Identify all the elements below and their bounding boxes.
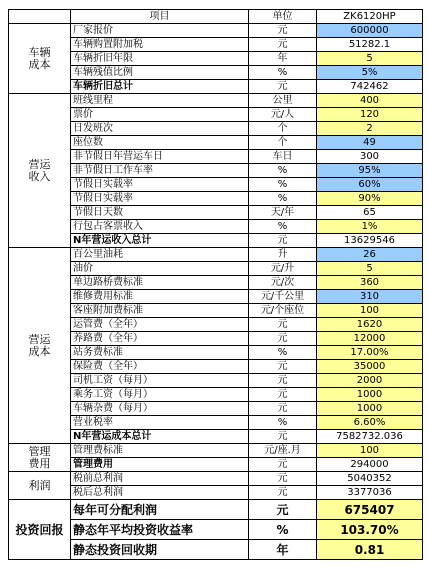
value-cell[interactable]: 51282.1 xyxy=(317,38,423,52)
unit-cell[interactable]: 个 xyxy=(249,122,317,136)
value-cell[interactable]: 12000 xyxy=(317,332,423,346)
table-row xyxy=(9,318,423,332)
value-cell[interactable]: 5 xyxy=(317,52,423,66)
value-cell[interactable]: 310 xyxy=(317,290,423,304)
value-cell[interactable]: 2000 xyxy=(317,374,423,388)
unit-cell[interactable]: 元 xyxy=(249,500,317,520)
table-row xyxy=(9,304,423,318)
table-row xyxy=(9,24,423,38)
unit-cell[interactable]: 元/人 xyxy=(249,108,317,122)
table-row xyxy=(9,444,423,458)
investment-sheet xyxy=(8,9,423,560)
item-cell[interactable]: 静态投资回收期 xyxy=(71,540,249,560)
item-cell[interactable]: 日发班次 xyxy=(71,122,249,136)
item-cell[interactable]: 车辆残值比例 xyxy=(71,66,249,80)
table-row xyxy=(9,500,423,520)
unit-cell[interactable]: 年 xyxy=(249,52,317,66)
item-cell[interactable]: 非节假日工作车率 xyxy=(71,164,249,178)
value-cell[interactable]: 742462 xyxy=(317,80,423,94)
table-row xyxy=(9,360,423,374)
unit-cell[interactable]: 公里 xyxy=(249,94,317,108)
item-cell[interactable]: 维修费用标准 xyxy=(71,290,249,304)
table-row xyxy=(9,178,423,192)
table-row xyxy=(9,388,423,402)
value-cell[interactable]: 5 xyxy=(317,262,423,276)
table-row xyxy=(9,164,423,178)
category-cell[interactable]: 营运 成本 xyxy=(9,248,71,444)
item-cell[interactable]: 每年可分配利润 xyxy=(71,500,249,520)
category-cell[interactable]: 利润 xyxy=(9,472,71,500)
unit-cell[interactable]: 元 xyxy=(249,360,317,374)
table-row xyxy=(9,150,423,164)
table-row xyxy=(9,346,423,360)
value-cell[interactable]: 1000 xyxy=(317,402,423,416)
item-cell[interactable]: 管理费标准 xyxy=(71,444,249,458)
item-cell[interactable]: 节假日天数 xyxy=(71,206,249,220)
category-cell[interactable]: 投资回报 xyxy=(9,500,71,560)
unit-cell[interactable]: % xyxy=(249,220,317,234)
item-cell[interactable]: 营业税率 xyxy=(71,416,249,430)
item-cell[interactable]: 管理费用 xyxy=(71,458,249,472)
table-row xyxy=(9,80,423,94)
sheet-body xyxy=(9,10,423,560)
value-cell[interactable]: 5% xyxy=(317,66,423,80)
category-cell[interactable]: 车辆 成本 xyxy=(9,24,71,94)
value-cell[interactable]: 13629546 xyxy=(317,234,423,248)
item-cell[interactable]: 客座附加费标准 xyxy=(71,304,249,318)
item-cell[interactable]: 站务费标准 xyxy=(71,346,249,360)
value-cell[interactable]: 5040352 xyxy=(317,472,423,486)
value-cell[interactable]: 3377036 xyxy=(317,486,423,500)
value-cell[interactable]: 17.00% xyxy=(317,346,423,360)
value-cell[interactable]: 49 xyxy=(317,136,423,150)
value-cell[interactable]: 7582732.036 xyxy=(317,430,423,444)
item-cell[interactable]: 乘务工资（每月） xyxy=(71,388,249,402)
value-cell[interactable]: 294000 xyxy=(317,458,423,472)
table-row xyxy=(9,402,423,416)
value-cell[interactable]: 100 xyxy=(317,304,423,318)
table-row xyxy=(9,66,423,80)
header-row xyxy=(9,10,423,24)
header-model-cell[interactable]: ZK6120HP xyxy=(317,10,423,24)
item-cell[interactable]: 运管费（全年） xyxy=(71,318,249,332)
value-cell[interactable]: 103.70% xyxy=(317,520,423,540)
table-row xyxy=(9,38,423,52)
table-row xyxy=(9,206,423,220)
header-unit-cell[interactable]: 单位 xyxy=(249,10,317,24)
table-row xyxy=(9,276,423,290)
item-cell[interactable]: 车辆折旧年限 xyxy=(71,52,249,66)
unit-cell[interactable]: 元 xyxy=(249,332,317,346)
item-cell[interactable]: 税后总利润 xyxy=(71,486,249,500)
item-cell[interactable]: 养路费（全年） xyxy=(71,332,249,346)
value-cell[interactable]: 65 xyxy=(317,206,423,220)
value-cell[interactable]: 675407 xyxy=(317,500,423,520)
unit-cell[interactable]: 元 xyxy=(249,486,317,500)
item-cell[interactable]: 油价 xyxy=(71,262,249,276)
unit-cell[interactable]: % xyxy=(249,178,317,192)
item-cell[interactable]: 座位数 xyxy=(71,136,249,150)
item-cell[interactable]: 班线里程 xyxy=(71,94,249,108)
table-row xyxy=(9,220,423,234)
table-row xyxy=(9,486,423,500)
table-row xyxy=(9,290,423,304)
table-row xyxy=(9,430,423,444)
unit-cell[interactable]: 天/年 xyxy=(249,206,317,220)
table-row xyxy=(9,234,423,248)
unit-cell[interactable]: % xyxy=(249,416,317,430)
item-cell[interactable]: 司机工资（每月） xyxy=(71,374,249,388)
category-cell[interactable]: 管理 费用 xyxy=(9,444,71,472)
value-cell[interactable]: 95% xyxy=(317,164,423,178)
item-cell[interactable]: 票价 xyxy=(71,108,249,122)
header-blank-cell[interactable] xyxy=(9,10,71,24)
value-cell[interactable]: 1620 xyxy=(317,318,423,332)
table-row xyxy=(9,136,423,150)
unit-cell[interactable]: % xyxy=(249,164,317,178)
item-cell[interactable]: 非节假日年营运车日 xyxy=(71,150,249,164)
table-row xyxy=(9,332,423,346)
unit-cell[interactable]: 年 xyxy=(249,540,317,560)
value-cell[interactable]: 100 xyxy=(317,444,423,458)
value-cell[interactable]: 6.60% xyxy=(317,416,423,430)
table-row xyxy=(9,248,423,262)
table-row xyxy=(9,520,423,540)
item-cell[interactable]: 百公里油耗 xyxy=(71,248,249,262)
unit-cell[interactable]: 元 xyxy=(249,24,317,38)
item-cell[interactable]: N年营运收入总计 xyxy=(71,234,249,248)
value-cell[interactable]: 400 xyxy=(317,94,423,108)
item-cell[interactable]: 保险费（全年） xyxy=(71,360,249,374)
value-cell[interactable]: 1% xyxy=(317,220,423,234)
unit-cell[interactable]: 元 xyxy=(249,430,317,444)
value-cell[interactable]: 300 xyxy=(317,150,423,164)
value-cell[interactable]: 0.81 xyxy=(317,540,423,560)
table-row xyxy=(9,416,423,430)
unit-cell[interactable]: 元/升 xyxy=(249,262,317,276)
table-row xyxy=(9,52,423,66)
table-row xyxy=(9,458,423,472)
unit-cell[interactable]: 元/座.月 xyxy=(249,444,317,458)
unit-cell[interactable]: 元 xyxy=(249,374,317,388)
value-cell[interactable]: 1000 xyxy=(317,388,423,402)
item-cell[interactable]: 车辆杂费（每月） xyxy=(71,402,249,416)
item-cell[interactable]: 行包占客票收入 xyxy=(71,220,249,234)
unit-cell[interactable]: 升 xyxy=(249,248,317,262)
value-cell[interactable]: 35000 xyxy=(317,360,423,374)
value-cell[interactable]: 26 xyxy=(317,248,423,262)
table-row xyxy=(9,108,423,122)
unit-cell[interactable]: 元 xyxy=(249,234,317,248)
unit-cell[interactable]: % xyxy=(249,346,317,360)
table-row xyxy=(9,94,423,108)
value-cell[interactable]: 60% xyxy=(317,178,423,192)
item-cell[interactable]: 静态年平均投资收益率 xyxy=(71,520,249,540)
unit-cell[interactable]: 元/千公里 xyxy=(249,290,317,304)
item-cell[interactable]: 单边路桥费标准 xyxy=(71,276,249,290)
table-row xyxy=(9,540,423,560)
item-cell[interactable]: 节假日实载率 xyxy=(71,192,249,206)
table-row xyxy=(9,472,423,486)
unit-cell[interactable]: 车日 xyxy=(249,150,317,164)
item-cell[interactable]: 厂家报价 xyxy=(71,24,249,38)
value-cell[interactable]: 600000 xyxy=(317,24,423,38)
category-cell[interactable]: 营运 收入 xyxy=(9,94,71,248)
item-cell[interactable]: 节假日实载率 xyxy=(71,178,249,192)
table-row xyxy=(9,192,423,206)
unit-cell[interactable]: 元 xyxy=(249,80,317,94)
unit-cell[interactable]: 元 xyxy=(249,458,317,472)
value-cell[interactable]: 360 xyxy=(317,276,423,290)
unit-cell[interactable]: % xyxy=(249,520,317,540)
unit-cell[interactable]: 元 xyxy=(249,388,317,402)
unit-cell[interactable]: % xyxy=(249,192,317,206)
item-cell[interactable]: 车辆购置附加税 xyxy=(71,38,249,52)
unit-cell[interactable]: 元 xyxy=(249,472,317,486)
unit-cell[interactable]: 个 xyxy=(249,136,317,150)
unit-cell[interactable]: 元/次 xyxy=(249,276,317,290)
item-cell[interactable]: N年营运成本总计 xyxy=(71,430,249,444)
unit-cell[interactable]: % xyxy=(249,66,317,80)
value-cell[interactable]: 2 xyxy=(317,122,423,136)
value-cell[interactable]: 120 xyxy=(317,108,423,122)
item-cell[interactable]: 车辆折旧总计 xyxy=(71,80,249,94)
value-cell[interactable]: 90% xyxy=(317,192,423,206)
table-row xyxy=(9,374,423,388)
table-row xyxy=(9,262,423,276)
table-row xyxy=(9,122,423,136)
unit-cell[interactable]: 元/个座位 xyxy=(249,304,317,318)
header-item-cell[interactable]: 项目 xyxy=(71,10,249,24)
unit-cell[interactable]: 元 xyxy=(249,402,317,416)
item-cell[interactable]: 税前总利润 xyxy=(71,472,249,486)
unit-cell[interactable]: 元 xyxy=(249,318,317,332)
unit-cell[interactable]: 元 xyxy=(249,38,317,52)
